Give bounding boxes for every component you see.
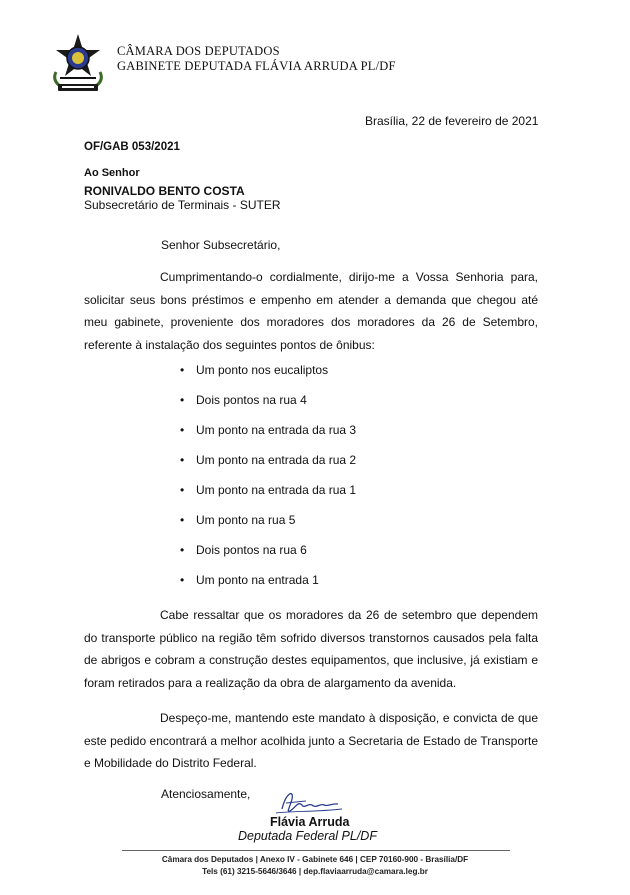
paragraph-request [84,266,538,356]
bullet-icon: • [180,453,185,467]
bullet-icon: • [180,363,185,377]
list-item: • Um ponto na rua 5 [180,510,356,540]
signatory-name: Flávia Arruda [270,815,350,829]
bullet-icon: • [180,423,185,437]
list-item: • Um ponto na entrada da rua 3 [180,420,356,450]
salutation-prefix: Ao Senhor [84,167,140,179]
signatory-title: Deputada Federal PL/DF [238,829,377,843]
letter-date: Brasília, 22 de fevereiro de 2021 [365,114,539,128]
bullet-icon: • [180,513,185,527]
list-item: • Dois pontos na rua 4 [180,390,356,420]
paragraph-farewell [84,707,538,775]
office-name: GABINETE DEPUTADA FLÁVIA ARRUDA PL/DF [117,59,396,73]
list-item: • Dois pontos na rua 6 [180,540,356,570]
list-item: • Um ponto na entrada da rua 2 [180,450,356,480]
recipient-name: RONIVALDO BENTO COSTA [84,184,245,198]
footer-divider [122,850,510,851]
footer-contact: Tels (61) 3215-5646/3646 | dep.flaviaarruda@camara.leg.br [202,867,428,876]
paragraph-context-text: Cabe ressaltar que os moradores da 26 de setembro que dependem do transporte público na região têm sofrido diversos transtornos causados pela falta de abrigos e cobram a construção destes equipamentos, que inclusive, já existiam e foram retirados para a realização da obra de alargamento da avenida. [84,608,538,690]
bullet-icon: • [180,483,185,497]
bullet-icon: • [180,543,185,557]
bus-stop-list [180,360,356,600]
brazil-coat-of-arms-icon [50,32,106,96]
paragraph-context [84,604,538,694]
closing: Atenciosamente, [161,787,251,801]
institution-name: CÂMARA DOS DEPUTADOS [117,44,280,58]
recipient-title: Subsecretário de Terminais - SUTER [84,198,281,212]
bullet-icon: • [180,573,185,587]
paragraph-farewell-text: Despeço-me, mantendo este mandato à disposição, e convicta de que este pedido encontrará a melhor acolhida junto a Secretaria de Estado de Transporte e Mobilidade do Distrito Federal. [84,711,538,770]
paragraph-request-text: Cumprimentando-o cordialmente, dirijo-me a Vossa Senhoria para, solicitar seus bons préstimos e empenho em atender a demanda que chegou até meu gabinete, proveniente dos moradores dos moradores da 26 de Setembro, referente à instalação dos seguintes pontos de ônibus: [84,270,538,352]
footer-address: Câmara dos Deputados | Anexo IV - Gabinete 646 | CEP 70160-900 - Brasília/DF [161,855,469,864]
greeting: Senhor Subsecretário, [161,238,281,252]
list-item: • Um ponto na entrada da rua 1 [180,480,356,510]
list-item: • Um ponto nos eucaliptos [180,360,356,390]
bullet-icon: • [180,393,185,407]
letter-reference: OF/GAB 053/2021 [84,141,180,153]
list-item: • Um ponto na entrada 1 [180,570,356,600]
